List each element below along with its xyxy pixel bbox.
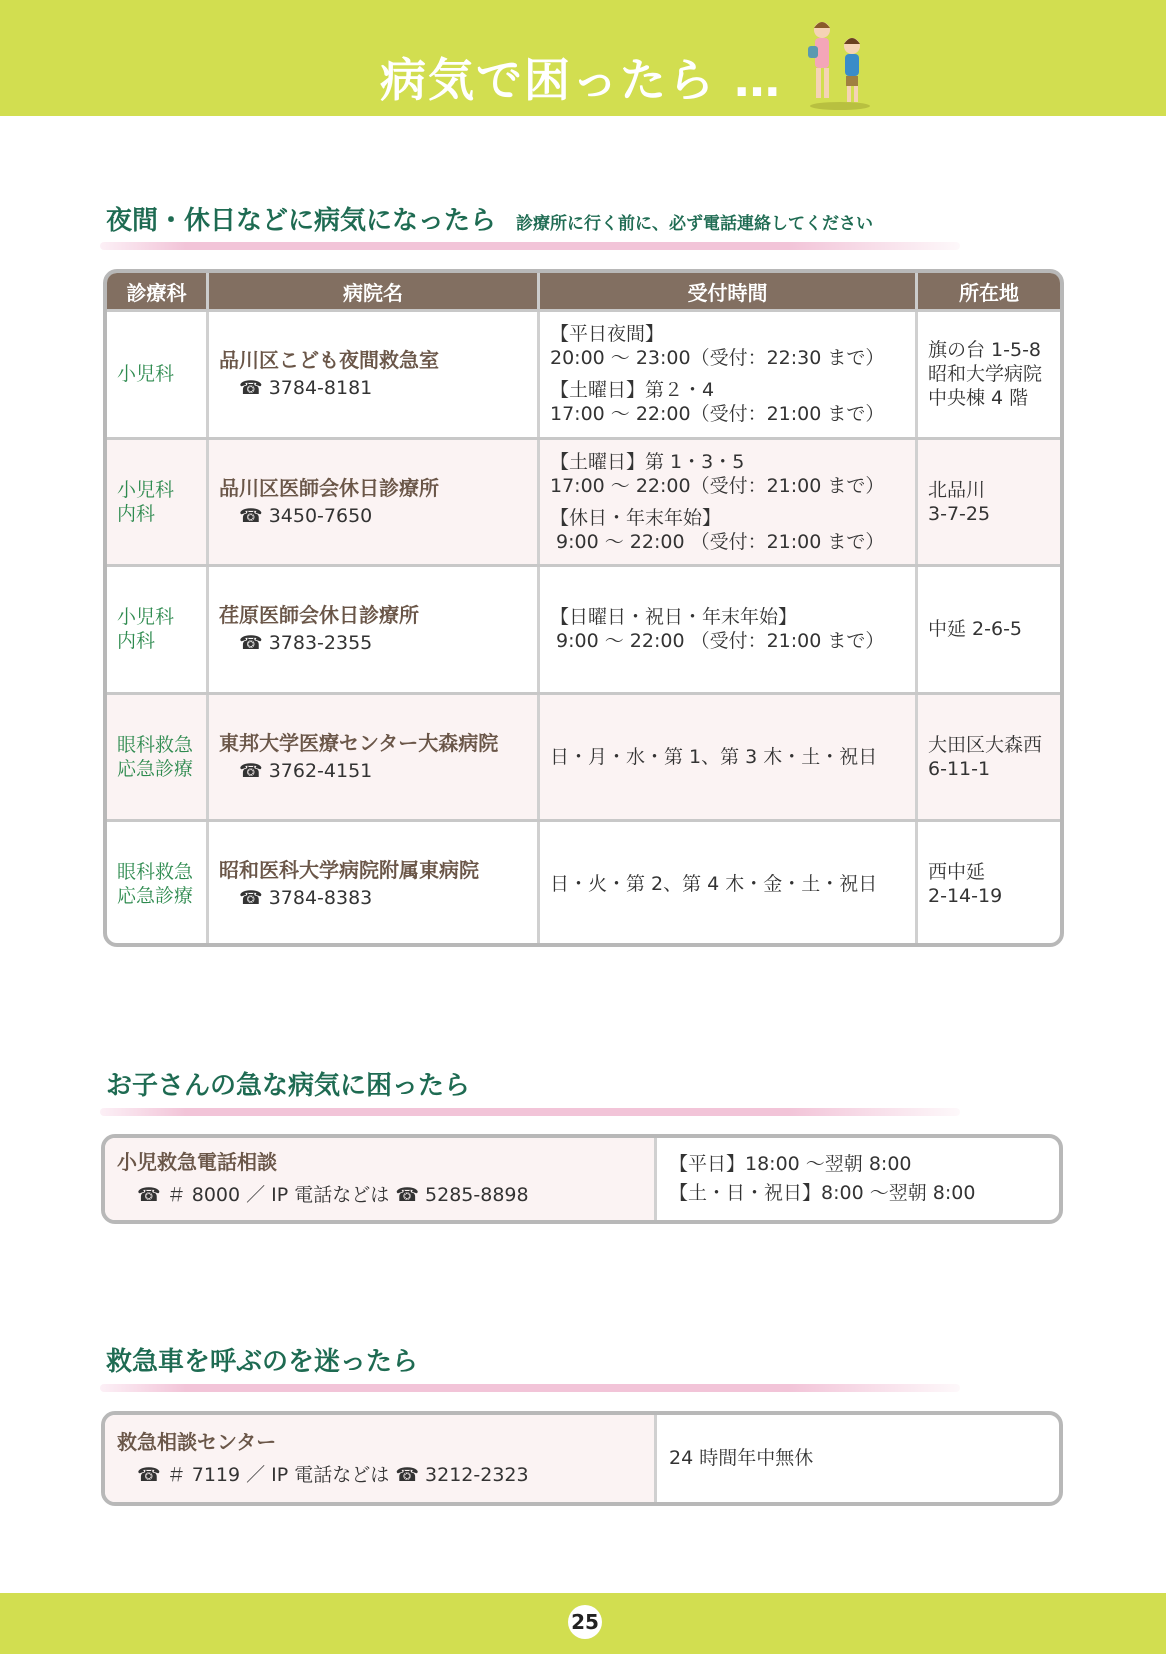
hours-line: 日・火・第 2、第 4 木・金・土・祝日 — [550, 873, 878, 896]
section-child-illness-heading: お子さんの急な病気に困ったら — [106, 1071, 471, 1101]
phone-number: ☎ 3783-2355 — [239, 632, 373, 655]
column-header: 所在地 — [959, 280, 1019, 305]
hours-line: 【土・日・祝日】8:00 ～翌朝 8:00 — [669, 1182, 976, 1204]
hours-line: 日・月・水・第 1、第 3 木・土・祝日 — [550, 745, 878, 768]
hospital-cell — [209, 822, 540, 947]
address-line: 旗の台 1-5-8 — [928, 339, 1042, 362]
table-row — [107, 819, 1060, 947]
hours-line: 【平日】18:00 ～翌朝 8:00 — [669, 1153, 912, 1175]
department: 眼科救急 — [117, 861, 194, 884]
department-cell — [107, 822, 209, 947]
column-header: 受付時間 — [540, 273, 918, 309]
department-cell — [107, 695, 209, 820]
table-row — [107, 437, 1060, 565]
address-line: 中延 2-6-5 — [928, 618, 1023, 641]
hospital-cell — [209, 567, 540, 692]
hours-line: 【土曜日】第２・4 — [550, 379, 715, 402]
department: 応急診療 — [117, 757, 194, 780]
hours-line: 17:00 ～ 22:00（受付：21:00 まで） — [550, 474, 885, 497]
table-row — [107, 564, 1060, 692]
hospital-cell — [209, 695, 540, 820]
clinic-table — [103, 269, 1064, 947]
phone-number: ☎ 3450-7650 — [239, 504, 373, 527]
address-line: 3-7-25 — [928, 502, 991, 525]
hours-cell — [540, 440, 918, 565]
hospital-name: 品川区こども夜間救急室 — [219, 348, 439, 373]
column-header: 診療科 — [107, 273, 209, 309]
emergency-consult-box — [101, 1411, 1063, 1506]
address-line: 2-14-19 — [928, 885, 1003, 908]
hospital-name: 品川区医師会休日診療所 — [219, 475, 439, 500]
phone-number: ☎ 3762-4151 — [239, 759, 373, 782]
hours-line: 24 時間年中無休 — [669, 1447, 814, 1469]
department-cell — [107, 440, 209, 565]
department-cell — [107, 312, 209, 437]
hours-line: 20:00 ～ 23:00（受付：22:30 まで） — [550, 347, 885, 370]
address-cell — [918, 695, 1060, 820]
section-ambulance-heading: 救急車を呼ぶのを迷ったら — [106, 1347, 419, 1377]
hours-line: 【土曜日】第 1・3・5 — [550, 450, 745, 473]
hours-cell — [540, 567, 918, 692]
child-hotline-box — [101, 1134, 1063, 1224]
phone-number: ☎ ＃ 8000 ／ IP 電話などは ☎ 5285-8898 — [137, 1184, 529, 1206]
decorative-brush-underline — [100, 1108, 960, 1116]
page-number: 25 — [568, 1605, 602, 1639]
header-banner — [0, 0, 1166, 116]
hours-line: 9:00 ～ 22:00 （受付：21:00 まで） — [550, 630, 885, 653]
hours-line: 17:00 ～ 22:00（受付：21:00 まで） — [550, 403, 885, 426]
section-subtitle: 診療所に行く前に、必ず電話連絡してください — [516, 214, 874, 234]
hospital-name: 東邦大学医療センター大森病院 — [219, 730, 499, 755]
department: 小児科 — [117, 478, 175, 501]
decorative-brush-underline — [100, 1384, 960, 1392]
address-cell — [918, 567, 1060, 692]
phone-number: ☎ 3784-8181 — [239, 377, 373, 400]
address-line: 大田区大森西 — [928, 733, 1043, 756]
decorative-brush-underline — [100, 242, 960, 250]
hours-cell — [540, 312, 918, 437]
table-row — [107, 309, 1060, 437]
hospital-name: 昭和医科大学病院附属東病院 — [219, 858, 479, 883]
phone-number: ☎ ＃ 7119 ／ IP 電話などは ☎ 3212-2323 — [137, 1463, 529, 1486]
section-night-holiday-heading — [106, 200, 873, 237]
page-title: 病気で困ったら … — [380, 53, 783, 107]
footer-bar — [0, 1593, 1166, 1654]
table-header — [107, 273, 1060, 309]
department-cell — [107, 567, 209, 692]
section-title: 夜間・休日などに病気になったら — [106, 206, 497, 236]
hours-cell — [540, 822, 918, 947]
hours-line: 【平日夜間】 — [550, 323, 665, 346]
hours-line: 【休日・年末年始】 — [550, 506, 722, 529]
address-line: 6-11-1 — [928, 757, 991, 780]
department: 内科 — [117, 502, 156, 525]
hospital-name: 荏原医師会休日診療所 — [219, 603, 419, 628]
department: 小児科 — [117, 363, 175, 386]
hospital-cell — [209, 440, 540, 565]
department: 小児科 — [117, 606, 175, 629]
address-line: 西中延 — [928, 861, 986, 884]
department: 眼科救急 — [117, 733, 194, 756]
hours-line: 9:00 ～ 22:00 （受付：21:00 まで） — [550, 530, 885, 553]
column-header: 病院名 — [209, 273, 540, 309]
address-line: 中央棟 4 階 — [928, 387, 1029, 410]
address-cell — [918, 312, 1060, 437]
hours-line: 【日曜日・祝日・年末年始】 — [550, 606, 798, 629]
address-cell — [918, 440, 1060, 565]
service-name: 救急相談センター — [117, 1429, 277, 1454]
department: 応急診療 — [117, 885, 194, 908]
address-line: 昭和大学病院 — [928, 363, 1043, 386]
hours-cell — [540, 695, 918, 820]
address-line: 北品川 — [928, 478, 986, 501]
address-cell — [918, 822, 1060, 947]
service-name: 小児救急電話相談 — [117, 1150, 277, 1174]
children-illustration-icon — [800, 16, 880, 112]
phone-number: ☎ 3784-8383 — [239, 887, 373, 910]
department: 内科 — [117, 630, 156, 653]
table-row — [107, 692, 1060, 820]
hospital-cell — [209, 312, 540, 437]
